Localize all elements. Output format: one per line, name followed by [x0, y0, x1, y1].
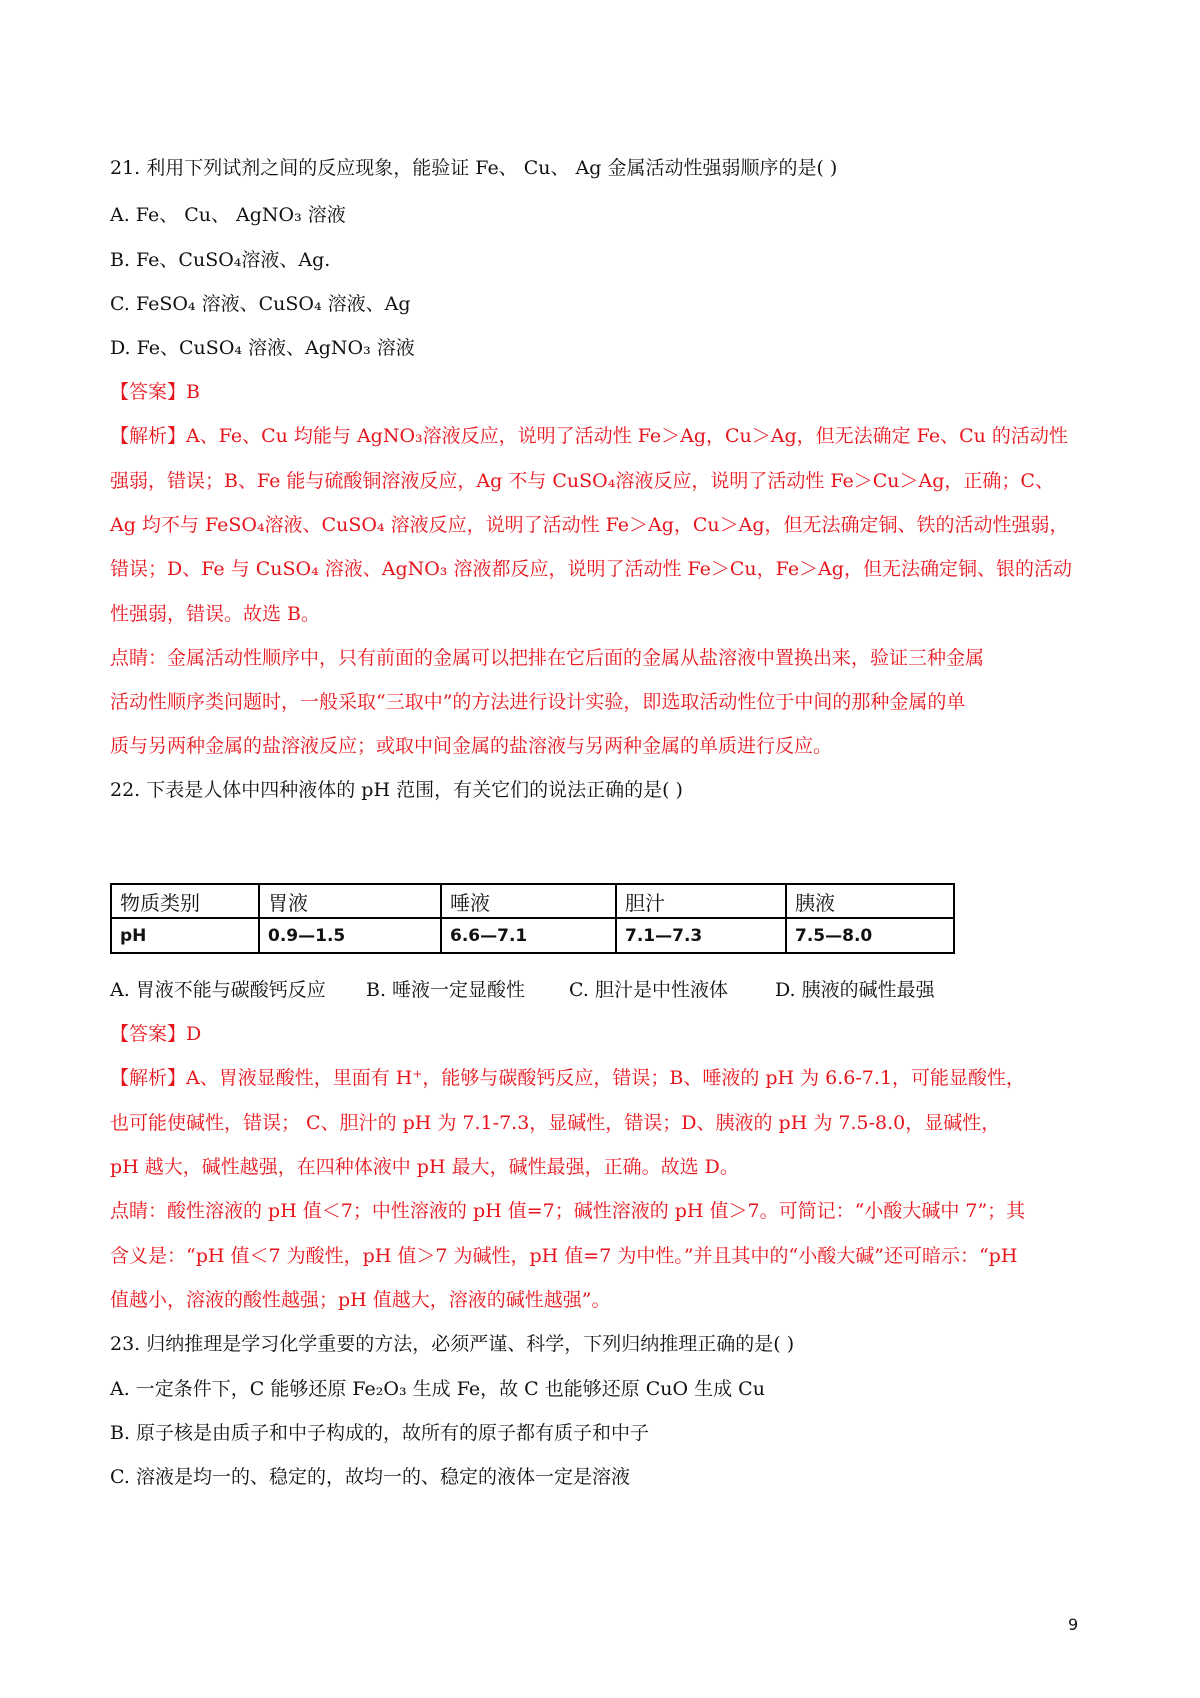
q21-option-b: B. Fe、CuSO₄溶液、Ag.	[110, 249, 331, 271]
ph-table-cell: 0.9—1.5	[259, 918, 441, 953]
ph-table-header-row	[111, 884, 954, 918]
q22-tip-line-2: 含义是：“pH 值＜7 为酸性，pH 值＞7 为碱性，pH 值=7 为中性。”并且其中的“小酸大碱”还可暗示：“pH	[110, 1245, 1018, 1267]
q21-option-a: A. Fe、 Cu、 AgNO₃ 溶液	[110, 204, 346, 226]
ph-table-header-cell: 胃液	[259, 884, 441, 918]
q21-stem: 21. 利用下列试剂之间的反应现象，能验证 Fe、 Cu、 Ag 金属活动性强弱顺序的是( )	[110, 157, 838, 179]
q22-option-d: D. 胰液的碱性最强	[775, 979, 935, 1001]
ph-table-cell: 6.6—7.1	[441, 918, 616, 953]
q22-option-c: C. 胆汁是中性液体	[569, 979, 728, 1001]
q21-analysis-line-4: 错误；D、Fe 与 CuSO₄ 溶液、AgNO₃ 溶液都反应，说明了活动性 Fe＞Cu，Fe＞Ag，但无法确定铜、银的活动	[110, 558, 1072, 580]
ph-table-header-cell: 唾液	[441, 884, 616, 918]
ph-table-header-cell: 物质类别	[111, 884, 259, 918]
q22-analysis-line-2: 也可能使碱性，错误； C、胆汁的 pH 为 7.1-7.3，显碱性，错误；D、胰液的 pH 为 7.5-8.0，显碱性，	[110, 1112, 1001, 1134]
q21-analysis-line-2: 强弱，错误；B、Fe 能与硫酸铜溶液反应，Ag 不与 CuSO₄溶液反应，说明了活动性 Fe＞Cu＞Ag，正确；C、	[110, 470, 1054, 492]
q23-option-a: A. 一定条件下，C 能够还原 Fe₂O₃ 生成 Fe，故 C 也能够还原 CuO 生成 Cu	[110, 1378, 765, 1400]
q22-answer: 【答案】D	[110, 1023, 202, 1045]
q21-answer: 【答案】B	[110, 381, 200, 403]
q21-tip-line-2: 活动性顺序类问题时，一般采取“三取中”的方法进行设计实验，即选取活动性位于中间的那种金属的单	[110, 691, 966, 713]
q22-tip-line-1: 点睛：酸性溶液的 pH 值＜7；中性溶液的 pH 值=7；碱性溶液的 pH 值＞7。可简记：“小酸大碱中 7”；其	[110, 1200, 1026, 1222]
q23-option-b: B. 原子核是由质子和中子构成的，故所有的原子都有质子和中子	[110, 1422, 650, 1444]
q22-stem: 22. 下表是人体中四种液体的 pH 范围，有关它们的说法正确的是( )	[110, 779, 683, 801]
q21-analysis-line-5: 性强弱，错误。故选 B。	[110, 603, 321, 625]
q23-option-c: C. 溶液是均一的、稳定的，故均一的、稳定的液体一定是溶液	[110, 1466, 630, 1488]
ph-table-header-cell: 胰液	[786, 884, 954, 918]
q21-analysis-line-3: Ag 均不与 FeSO₄溶液、CuSO₄ 溶液反应，说明了活动性 Fe＞Ag，Cu＞Ag，但无法确定铜、铁的活动性强弱，	[110, 514, 1069, 536]
page-number: 9	[1068, 1615, 1079, 1634]
ph-table	[110, 883, 955, 954]
q22-analysis-line-3: pH 越大，碱性越强，在四种体液中 pH 最大，碱性最强，正确。故选 D。	[110, 1156, 739, 1178]
ph-table-cell: 7.1—7.3	[616, 918, 786, 953]
ph-table-value-row	[111, 918, 954, 953]
ph-table-cell: pH	[111, 918, 259, 953]
q21-tip-line-1: 点睛：金属活动性顺序中，只有前面的金属可以把排在它后面的金属从盐溶液中置换出来，验证三种金属	[110, 647, 985, 669]
ph-table-header-cell: 胆汁	[616, 884, 786, 918]
q22-option-b: B. 唾液一定显酸性	[366, 979, 526, 1001]
q23-stem: 23. 归纳推理是学习化学重要的方法，必须严谨、科学，下列归纳推理正确的是( )	[110, 1333, 795, 1355]
q22-analysis-line-1: 【解析】A、胃液显酸性，里面有 H⁺，能够与碳酸钙反应，错误；B、唾液的 pH 为 6.6-7.1，可能显酸性，	[110, 1067, 1026, 1089]
q22-tip-line-3: 值越小，溶液的酸性越强；pH 值越大，溶液的碱性越强”。	[110, 1289, 611, 1311]
q21-option-d: D. Fe、CuSO₄ 溶液、AgNO₃ 溶液	[110, 337, 415, 359]
q22-option-a: A. 胃液不能与碳酸钙反应	[110, 979, 326, 1001]
q21-option-c: C. FeSO₄ 溶液、CuSO₄ 溶液、Ag	[110, 293, 411, 315]
q21-tip-line-3: 质与另两种金属的盐溶液反应；或取中间金属的盐溶液与另两种金属的单质进行反应。	[110, 735, 833, 757]
q21-analysis-line-1: 【解析】A、Fe、Cu 均能与 AgNO₃溶液反应，说明了活动性 Fe＞Ag，Cu＞Ag，但无法确定 Fe、Cu 的活动性	[110, 425, 1068, 447]
ph-table-cell: 7.5—8.0	[786, 918, 954, 953]
